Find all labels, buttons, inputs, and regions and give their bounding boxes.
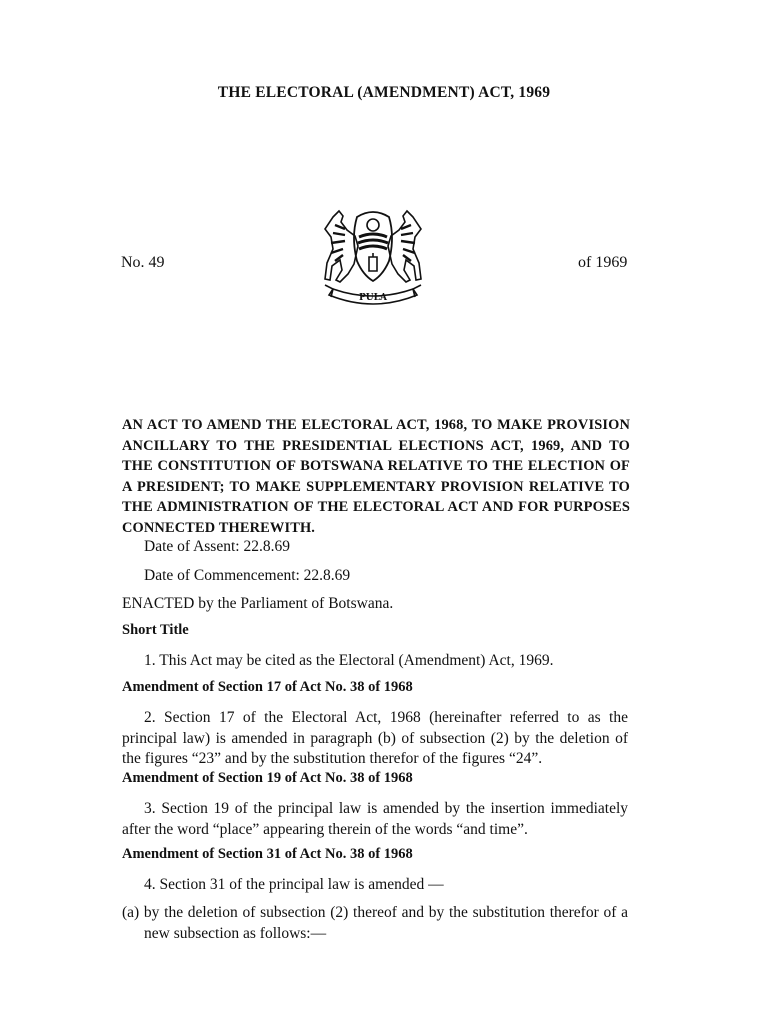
section-heading-amendment-17: Amendment of Section 17 of Act No. 38 of 1968 <box>122 679 413 695</box>
section-4-subparagraph-a: (a) by the deletion of subsection (2) thereof and by the substitution therefor of a new subsection as follows:— <box>122 904 628 942</box>
botswana-coat-of-arms-icon <box>311 203 435 313</box>
section-2-text: 2. Section 17 of the Electoral Act, 1968 (hereinafter referred to as the principal law) is amended in paragraph (b) of subsection (2) by the deletion of the figures “23” and by the substitution therefor of the figures “24”. <box>122 709 628 767</box>
section-heading-short-title: Short Title <box>122 622 189 638</box>
section-heading-amendment-31: Amendment of Section 31 of Act No. 38 of 1968 <box>122 846 413 862</box>
section-1-text: 1. This Act may be cited as the Electoral (Amendment) Act, 1969. <box>144 652 554 669</box>
act-year: of 1969 <box>578 254 628 271</box>
section-heading-amendment-19: Amendment of Section 19 of Act No. 38 of 1968 <box>122 770 413 786</box>
section-3-text: 3. Section 19 of the principal law is amended by the insertion immediately after the word “place” appearing therein of the words “and time”. <box>122 800 628 838</box>
crest-motto: PULA <box>359 293 387 303</box>
date-of-assent: Date of Assent: 22.8.69 <box>144 538 290 555</box>
act-number: No. 49 <box>121 254 165 271</box>
date-of-commencement: Date of Commencement: 22.8.69 <box>144 567 351 584</box>
section-4-text: 4. Section 31 of the principal law is amended — <box>144 876 444 893</box>
act-title: THE ELECTORAL (AMENDMENT) ACT, 1969 <box>217 84 551 101</box>
enacting-clause: ENACTED by the Parliament of Botswana. <box>122 595 394 612</box>
long-title: AN ACT TO AMEND THE ELECTORAL ACT, 1968, TO MAKE PROVISION ANCILLARY TO THE PRESIDENTIAL ELECTIONS ACT, 1969, AND TO THE CONSTITUTION OF BOTSWANA RELATIVE TO THE ELECTION OF A PRESIDENT; TO MAKE SUPPLEMENTARY PROVISION RELATIVE TO THE ADMINISTRATION OF THE ELECTORAL ACT AND FOR PURPOSES CONNECTED THEREWITH. <box>122 417 630 536</box>
